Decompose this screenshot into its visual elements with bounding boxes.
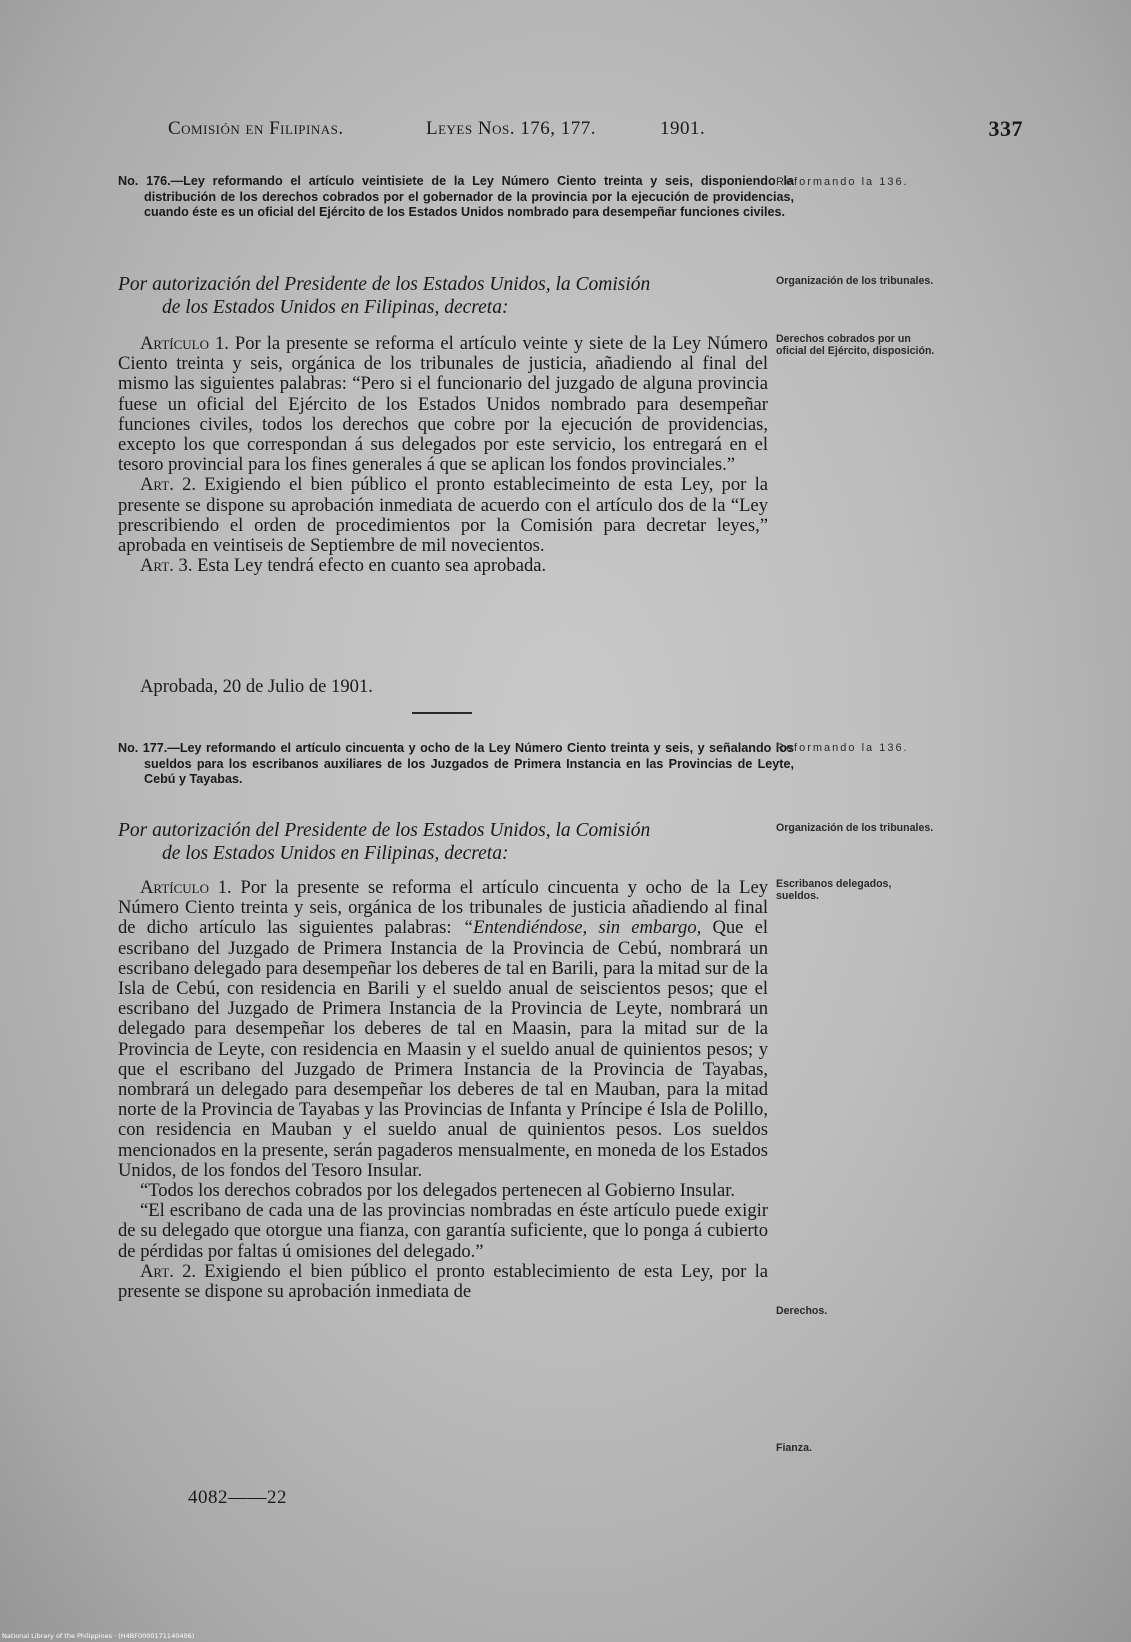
running-title: Comisión en Filipinas. xyxy=(168,118,344,139)
article-text: Exigiendo el bien público el pronto establecimiento de esta Ley, por la presente se dispone su aprobación inmediata de xyxy=(118,1260,768,1303)
margin-note-escribanos-delegados: Escribanos delegados, sueldos. xyxy=(776,878,892,902)
law-176-article-1 xyxy=(118,334,768,475)
article-label: Art. 2. xyxy=(140,474,197,496)
article-text: Por la presente se reforma el artículo veinte y siete de la Ley Número Ciento treinta y seis, orgánica de los tribunales de justicia, añadiendo al final del mismo las siguientes palabras: “Pero si el funcionario del juzgado de alguna provincia fuese un oficial del Ejército de los Estados Unidos nombrado para desempeñar funciones civiles, todos los derechos que cobre por la ejecución de providencias, excepto los que correspondan á sus delegados por este servicio, los entregará en el tesoro provincial para los fines generales á que se aplican los fondos provinciales.” xyxy=(118,333,768,476)
margin-note-derechos: Derechos. xyxy=(776,1305,828,1317)
scan-credit: National Library of the Philippines · (H4BF0000171140406) xyxy=(2,1632,195,1640)
law-177-body xyxy=(118,878,768,1302)
article-text: Por la presente se reforma el artículo cincuenta y ocho de la Ley Número Ciento treinta y seis, orgánica de los tribunales de justicia añadiendo al final de dicho artículo las siguientes palabras: xyxy=(118,877,768,939)
law-176-approval-date: Aprobada, 20 de Julio de 1901. xyxy=(140,676,373,697)
margin-note-organizacion-tribunales: Organización de los tribunales. xyxy=(776,275,934,287)
law-176-body xyxy=(118,334,768,576)
page-number: 337 xyxy=(988,116,1023,141)
article-text-italic: “Entendiéndose, sin embargo, xyxy=(462,917,702,939)
article-label: Artículo 1. xyxy=(140,877,232,898)
article-text-continued: Que el escribano del Juzgado de Primera Instancia de la Provincia de Cebú, nombrará un escribano delegado para desempeñar los deberes de tal en Barili, para la mitad sur de la Isla de Cebú, con residencia en Barili y el sueldo anual de seiscientos pesos; que el escribano del Juzgado de Primera Instancia de la Provincia de Leyte, nombrará un delegado para desempeñar los deberes de tal en Maasin, para la mitad sur de la Provincia de Leyte, con residencia en Maasin y el sueldo anual de quinientos pesos; y que el escribano del Juzgado de Primera Instancia de la Provincia de Tayabas, nombrará un delegado para desempeñar los deberes de tal en Mauban, para la mitad norte de la Provincia de Tayabas y las Provincias de Infanta y Príncipe é Isla de Polillo, con residencia en Mauban y el sueldo anual de quinientos pesos. Los sueldos mencionados en la presente, serán pagaderos mensualmente, en moneda de los Estados Unidos, de los fondos del Tesoro Insular. xyxy=(118,917,769,1181)
law-176-enacting-clause xyxy=(118,273,768,319)
article-label: Art. 3. xyxy=(140,555,193,577)
page-header xyxy=(168,118,1023,148)
margin-note-reformando-136: Reformando la 136. xyxy=(776,742,909,754)
law-177-article-1 xyxy=(118,878,768,1181)
margin-note-derechos-cobrados: Derechos cobrados por un oficial del Ejército, disposición. xyxy=(776,333,935,357)
law-177-article-2 xyxy=(118,1262,768,1302)
article-text: Esta Ley tendrá efecto en cuanto sea aprobada. xyxy=(197,555,547,577)
enacting-line-2: de los Estados Unidos en Filipinas, decreta: xyxy=(162,297,509,318)
article-label: Artículo 1. xyxy=(140,333,229,354)
printer-signature: 4082——22 xyxy=(188,1487,287,1508)
article-text: Exigiendo el bien público el pronto establecimeinto de esta Ley, por la presente se dispone su aprobación inmediata de acuerdo con el artículo dos de la “Ley prescribiendo el orden de procedimientos por la Comisión para decretar leyes,” aprobada en veintiseis de Septiembre de mil novecientos. xyxy=(118,474,768,557)
law-177-fianza-paragraph: “El escribano de cada una de las provincias nombradas en éste artículo puede exigir de su delegado que otorgue una fianza, con garantía suficiente, que lo ponga á cubierto de pérdidas por faltas ú omisiones del delegado.” xyxy=(118,1200,768,1262)
header-year: 1901. xyxy=(660,118,706,139)
law-numbers: Leyes Nos. 176, 177. xyxy=(426,118,596,139)
law-177-enacting-clause xyxy=(118,819,768,865)
margin-note-fianza: Fianza. xyxy=(776,1442,812,1454)
law-176-article-3 xyxy=(118,556,768,576)
law-176-heading: No. 176.—Ley reformando el artículo veintisiete de la Ley Número Ciento treinta y seis, disponiendo la distribución de los derechos cobrados por el gobernador de la provincia por la ejecución de providencias, cuando éste es un oficial del Ejército de los Estados Unidos nombrado para desempeñar funciones civiles. xyxy=(118,174,794,220)
section-divider xyxy=(412,712,472,714)
law-177-derechos-paragraph: “Todos los derechos cobrados por los delegados pertenecen al Gobierno Insular. xyxy=(140,1180,736,1202)
enacting-line-2: de los Estados Unidos en Filipinas, decreta: xyxy=(162,843,509,864)
margin-note-reformando-136: Reformando la 136. xyxy=(776,176,909,188)
enacting-line-1: Por autorización del Presidente de los Estados Unidos, la Comisión xyxy=(118,820,651,841)
law-177-heading: No. 177.—Ley reformando el artículo cincuenta y ocho de la Ley Número Ciento treinta y seis, y señalando los sueldos para los escribanos auxiliares de los Juzgados de Primera Instancia en las Provincias de Leyte, Cebú y Tayabas. xyxy=(118,741,794,787)
enacting-line-1: Por autorización del Presidente de los Estados Unidos, la Comisión xyxy=(118,274,651,295)
law-176-article-2 xyxy=(118,475,768,556)
margin-note-organizacion-tribunales: Organización de los tribunales. xyxy=(776,822,934,834)
article-label: Art. 2. xyxy=(140,1260,197,1282)
